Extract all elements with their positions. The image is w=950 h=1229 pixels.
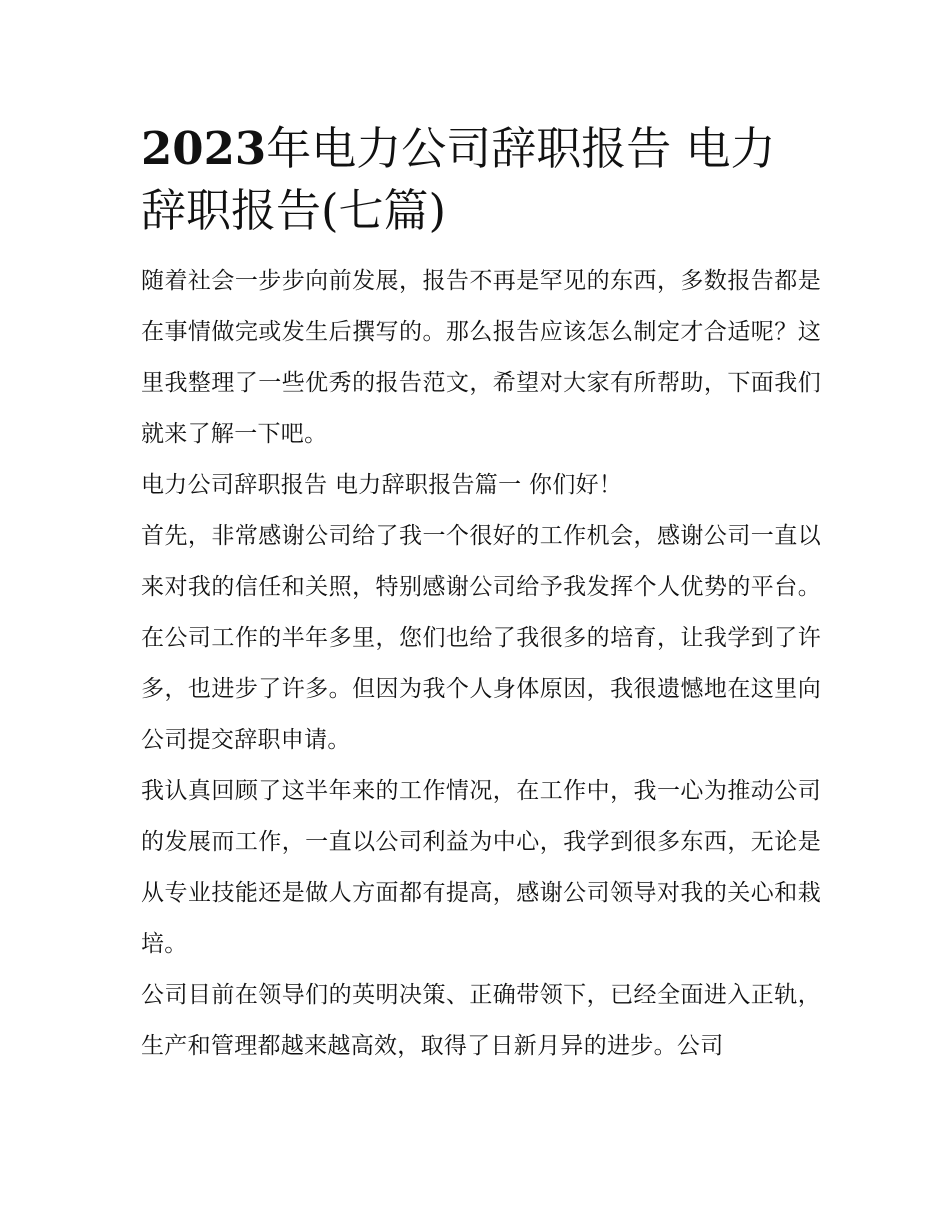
paragraph-heading-greeting: 电力公司辞职报告 电力辞职报告篇一 你们好！: [141, 472, 623, 498]
paragraph-company-status: 公司目前在领导们的英明决策、正确带领下，已经全面进入正轨，生产和管理都越来越高效，取得了日新月异的进步。公司: [141, 982, 821, 1059]
document-body: [141, 118, 821, 1072]
paragraph-intro: 随着社会一步步向前发展，报告不再是罕见的东西，多数报告都是在事情做完或发生后撰写的。那么报告应该怎么制定才合适呢？这里我整理了一些优秀的报告范文，希望对大家有所帮助，下面我们就来了解一下吧。: [141, 268, 821, 447]
document-title: [141, 118, 801, 242]
title-year: 2023: [141, 122, 267, 175]
paragraph-review: 我认真回顾了这半年来的工作情况，在工作中，我一心为推动公司的发展而工作，一直以公司利益为中心，我学到很多东西，无论是从专业技能还是做人方面都有提高，感谢公司领导对我的关心和栽培。: [141, 778, 821, 957]
paragraph-thanks: 首先，非常感谢公司给了我一个很好的工作机会，感谢公司一直以来对我的信任和关照，特别感谢公司给予我发挥个人优势的平台。在公司工作的半年多里，您们也给了我很多的培育，让我学到了许多，也进步了许多。但因为我个人身体原因，我很遗憾地在这里向公司提交辞职申请。: [141, 523, 821, 753]
title-text: 年电力公司辞职报告 电力辞职报告(七篇): [141, 122, 776, 237]
